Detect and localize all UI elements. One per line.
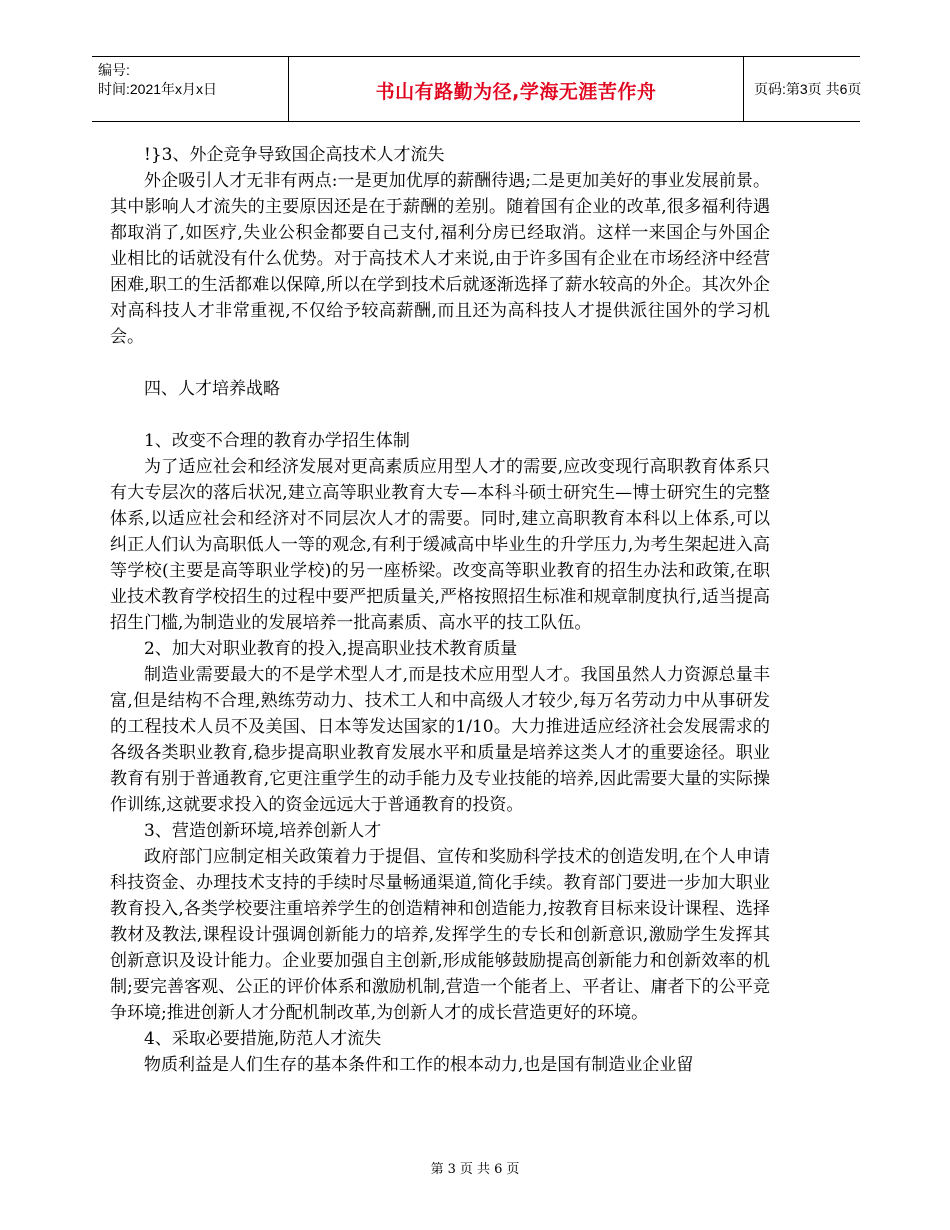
paragraph-gap (110, 350, 770, 376)
footer-prefix: 第 (430, 1162, 444, 1177)
body-paragraph: 政府部门应制定相关政策着力于提倡、宣传和奖励科学技术的创造发明,在个人申请科技资金、办理技术支持的手续时尽量畅通渠道,简化手续。教育部门要进一步加大职业教育投入,各类学校要注重培养学生的创造精神和创造能力,按教育目标来设计课程、选择教材及教法,课程设计强调创新能力的培养,发挥学生的专长和创新意识,激励学生发挥其创新意识及设计能力。企业要加强自主创新,形成能够鼓励提高创新能力和创新效率的机制;要完善客观、公正的评价体系和激励机制,营造一个能者上、平者让、庸者下的公平竞争环境;推进创新人才分配机制改革,为创新人才的成长营造更好的环境。 (110, 847, 770, 1023)
header-page-code: 页码:第3页 共6页 (754, 81, 862, 97)
footer-total-pages: 6 (494, 1162, 503, 1177)
body-paragraph: 外企吸引人才无非有两点:一是更加优厚的薪酬待遇;二是更加美好的事业发展前景。其中影响人才流失的主要原因还是在于薪酬的差别。随着国有企业的改革,很多福利待遇都取消了,如医疗,失业公积金都要自己支付,福利分房已经取消。这样一来国企与外国企业相比的话就没有什么优势。对于高技术人才来说,由于许多国有企业在市场经济中经营困难,职工的生活都难以保障,所以在学到技术后就逐渐选择了薪水较高的外企。其次外企对高科技人才非常重视,不仅给予较高薪酬,而且还为高科技人才提供派往国外的学习机会。 (110, 171, 770, 347)
page-header (92, 56, 860, 122)
header-left-cell (92, 57, 288, 121)
footer-mid: 页 共 (459, 1162, 491, 1177)
header-page-cell (744, 57, 860, 121)
section-heading: 四、人才培养战略 (144, 379, 280, 399)
header-motto: 书山有路勤为径,学海无涯苦作舟 (375, 81, 657, 103)
body-paragraph: 为了适应社会和经济发展对更高素质应用型人才的需要,应改变现行高职教育体系只有大专层次的落后状况,建立高等职业教育大专—本科斗硕士研究生—博士研究生的完整体系,以适应社会和经济对不同层次人才的需要。同时,建立高职教育本科以上体系,可以纠正人们认为高职低人一等的观念,有利于缓减高中毕业生的升学压力,为考生架起进入高等学校(主要是高等职业学校)的另一座桥梁。改变高等职业教育的招生办法和政策,在职业技术教育学校招生的过程中要严把质量关,严格按照招生标准和规章制度执行,适当提高招生门槛,为制造业的发展培养一批高素质、高水平的技工队伍。 (110, 457, 770, 633)
section-heading: 3、营造创新环境,培养创新人才 (144, 821, 382, 841)
document-number-label: 编号: (98, 62, 130, 78)
section-heading: 4、采取必要措施,防范人才流失 (144, 1029, 382, 1049)
body-paragraph: 物质利益是人们生存的基本条件和工作的根本动力,也是国有制造业企业留 (144, 1055, 694, 1075)
footer-suffix: 页 (506, 1162, 520, 1177)
document-time-label: 时间:2021年x月x日 (98, 81, 218, 97)
paragraph-gap (110, 402, 770, 428)
footer-current-page: 3 (447, 1162, 456, 1177)
header-motto-cell (288, 57, 744, 121)
section-heading: 1、改变不合理的教育办学招生体制 (144, 431, 410, 451)
body-paragraph: 制造业需要最大的不是学术型人才,而是技术应用型人才。我国虽然人力资源总量丰富,但是结构不合理,熟练劳动力、技术工人和中高级人才较少,每万名劳动力中从事研发的工程技术人员不及美国、日本等发达国家的1/10。大力推进适应经济社会发展需求的各级各类职业教育,稳步提高职业教育发展水平和质量是培养这类人才的重要途径。职业教育有别于普通教育,它更注重学生的动手能力及专业技能的培养,因此需要大量的实际操作训练,这就要求投入的资金远远大于普通教育的投资。 (110, 665, 770, 815)
section-heading: !}3、外企竞争导致国企高技术人才流失 (144, 145, 445, 165)
document-body (110, 142, 770, 1078)
page-footer (0, 1158, 950, 1177)
section-heading: 2、加大对职业教育的投入,提高职业技术教育质量 (144, 639, 518, 659)
